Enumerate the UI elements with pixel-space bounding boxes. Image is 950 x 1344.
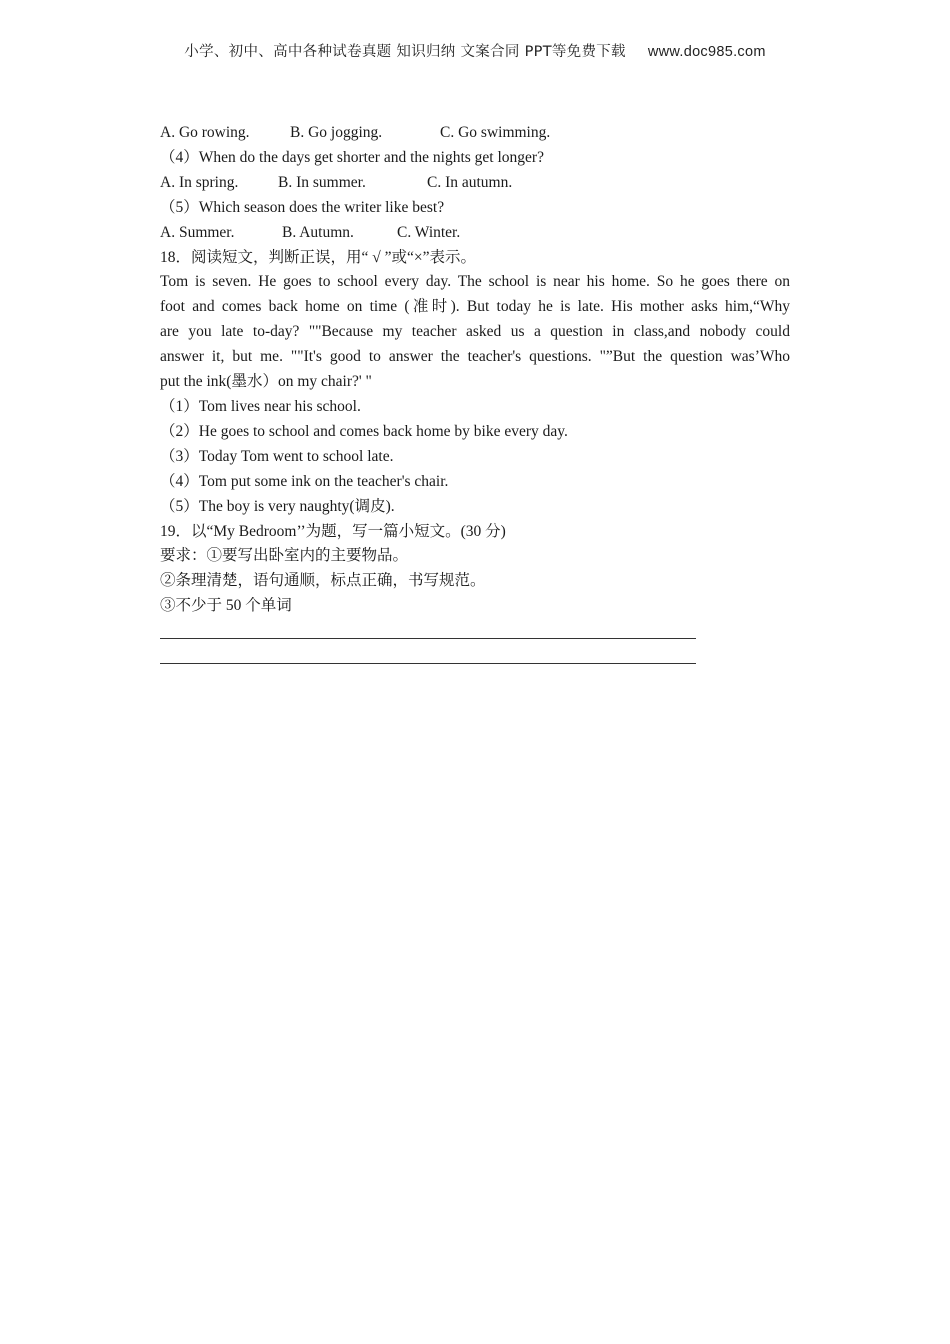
passage-line: Tom is seven. He goes to school every day. The school is near his home. So he goes there on — [160, 273, 790, 291]
answer-line — [160, 663, 696, 664]
q18-statement: （2）He goes to school and comes back home by bike every day. — [160, 422, 568, 440]
q18-statement: （4）Tom put some ink on the teacher's chair. — [160, 472, 449, 490]
q5-option-c: C. Winter. — [397, 223, 461, 241]
q4-option-a: A. In spring. — [160, 173, 239, 191]
q3-option-c: C. Go swimming. — [440, 124, 551, 141]
q19-requirement: 要求：①要写出卧室内的主要物品。 — [160, 547, 409, 565]
passage-line: foot and comes back home on time (准时). But today he is late. His mother asks him,“Why — [160, 298, 790, 316]
header-site: www.doc985.com — [647, 44, 766, 60]
q5-stem: （5）Which season does the writer like best? — [160, 198, 445, 216]
q19-title: 19．以“My Bedroom’’为题，写一篇小短文。(30 分) — [160, 522, 506, 540]
passage-line: are you late to-day? ""Because my teacher asked us a question in class,and nobody could — [160, 323, 790, 341]
header-text: 小学、初中、高中各种试卷真题 知识归纳 文案合同 PPT等免费下载 — [184, 44, 626, 60]
q18-passage — [160, 270, 790, 395]
page-header — [0, 40, 950, 61]
q3-option-b: B. Go jogging. — [290, 124, 383, 141]
q5-option-a: A. Summer. — [160, 223, 235, 241]
q5-options — [160, 221, 790, 246]
q18-statement: （1）Tom lives near his school. — [160, 397, 361, 415]
passage-line: put the ink(墨水）on my chair?' " — [160, 373, 372, 391]
passage-line: answer it, but me. ""It's good to answer the teacher's questions. "”But the question was’Who — [160, 348, 790, 366]
q5-option-b: B. Autumn. — [282, 223, 354, 241]
q4-options — [160, 171, 790, 196]
q18-title: 18．阅读短文，判断正误，用“ √ ”或“×”表示。 — [160, 248, 477, 266]
q3-options — [160, 121, 790, 146]
q19-requirement: ③不少于 50 个单词 — [160, 597, 292, 615]
q4-stem: （4）When do the days get shorter and the nights get longer? — [160, 148, 544, 166]
q18-statement: （5）The boy is very naughty(调皮). — [160, 497, 395, 515]
q19-requirement: ②条理清楚，语句通顺，标点正确，书写规范。 — [160, 572, 486, 590]
answer-line — [160, 638, 696, 639]
q4-option-b: B. In summer. — [278, 173, 366, 191]
exam-content — [160, 121, 790, 619]
q3-option-a: A. Go rowing. — [160, 124, 250, 141]
q18-statement: （3）Today Tom went to school late. — [160, 447, 394, 465]
q4-option-c: C. In autumn. — [427, 173, 513, 191]
